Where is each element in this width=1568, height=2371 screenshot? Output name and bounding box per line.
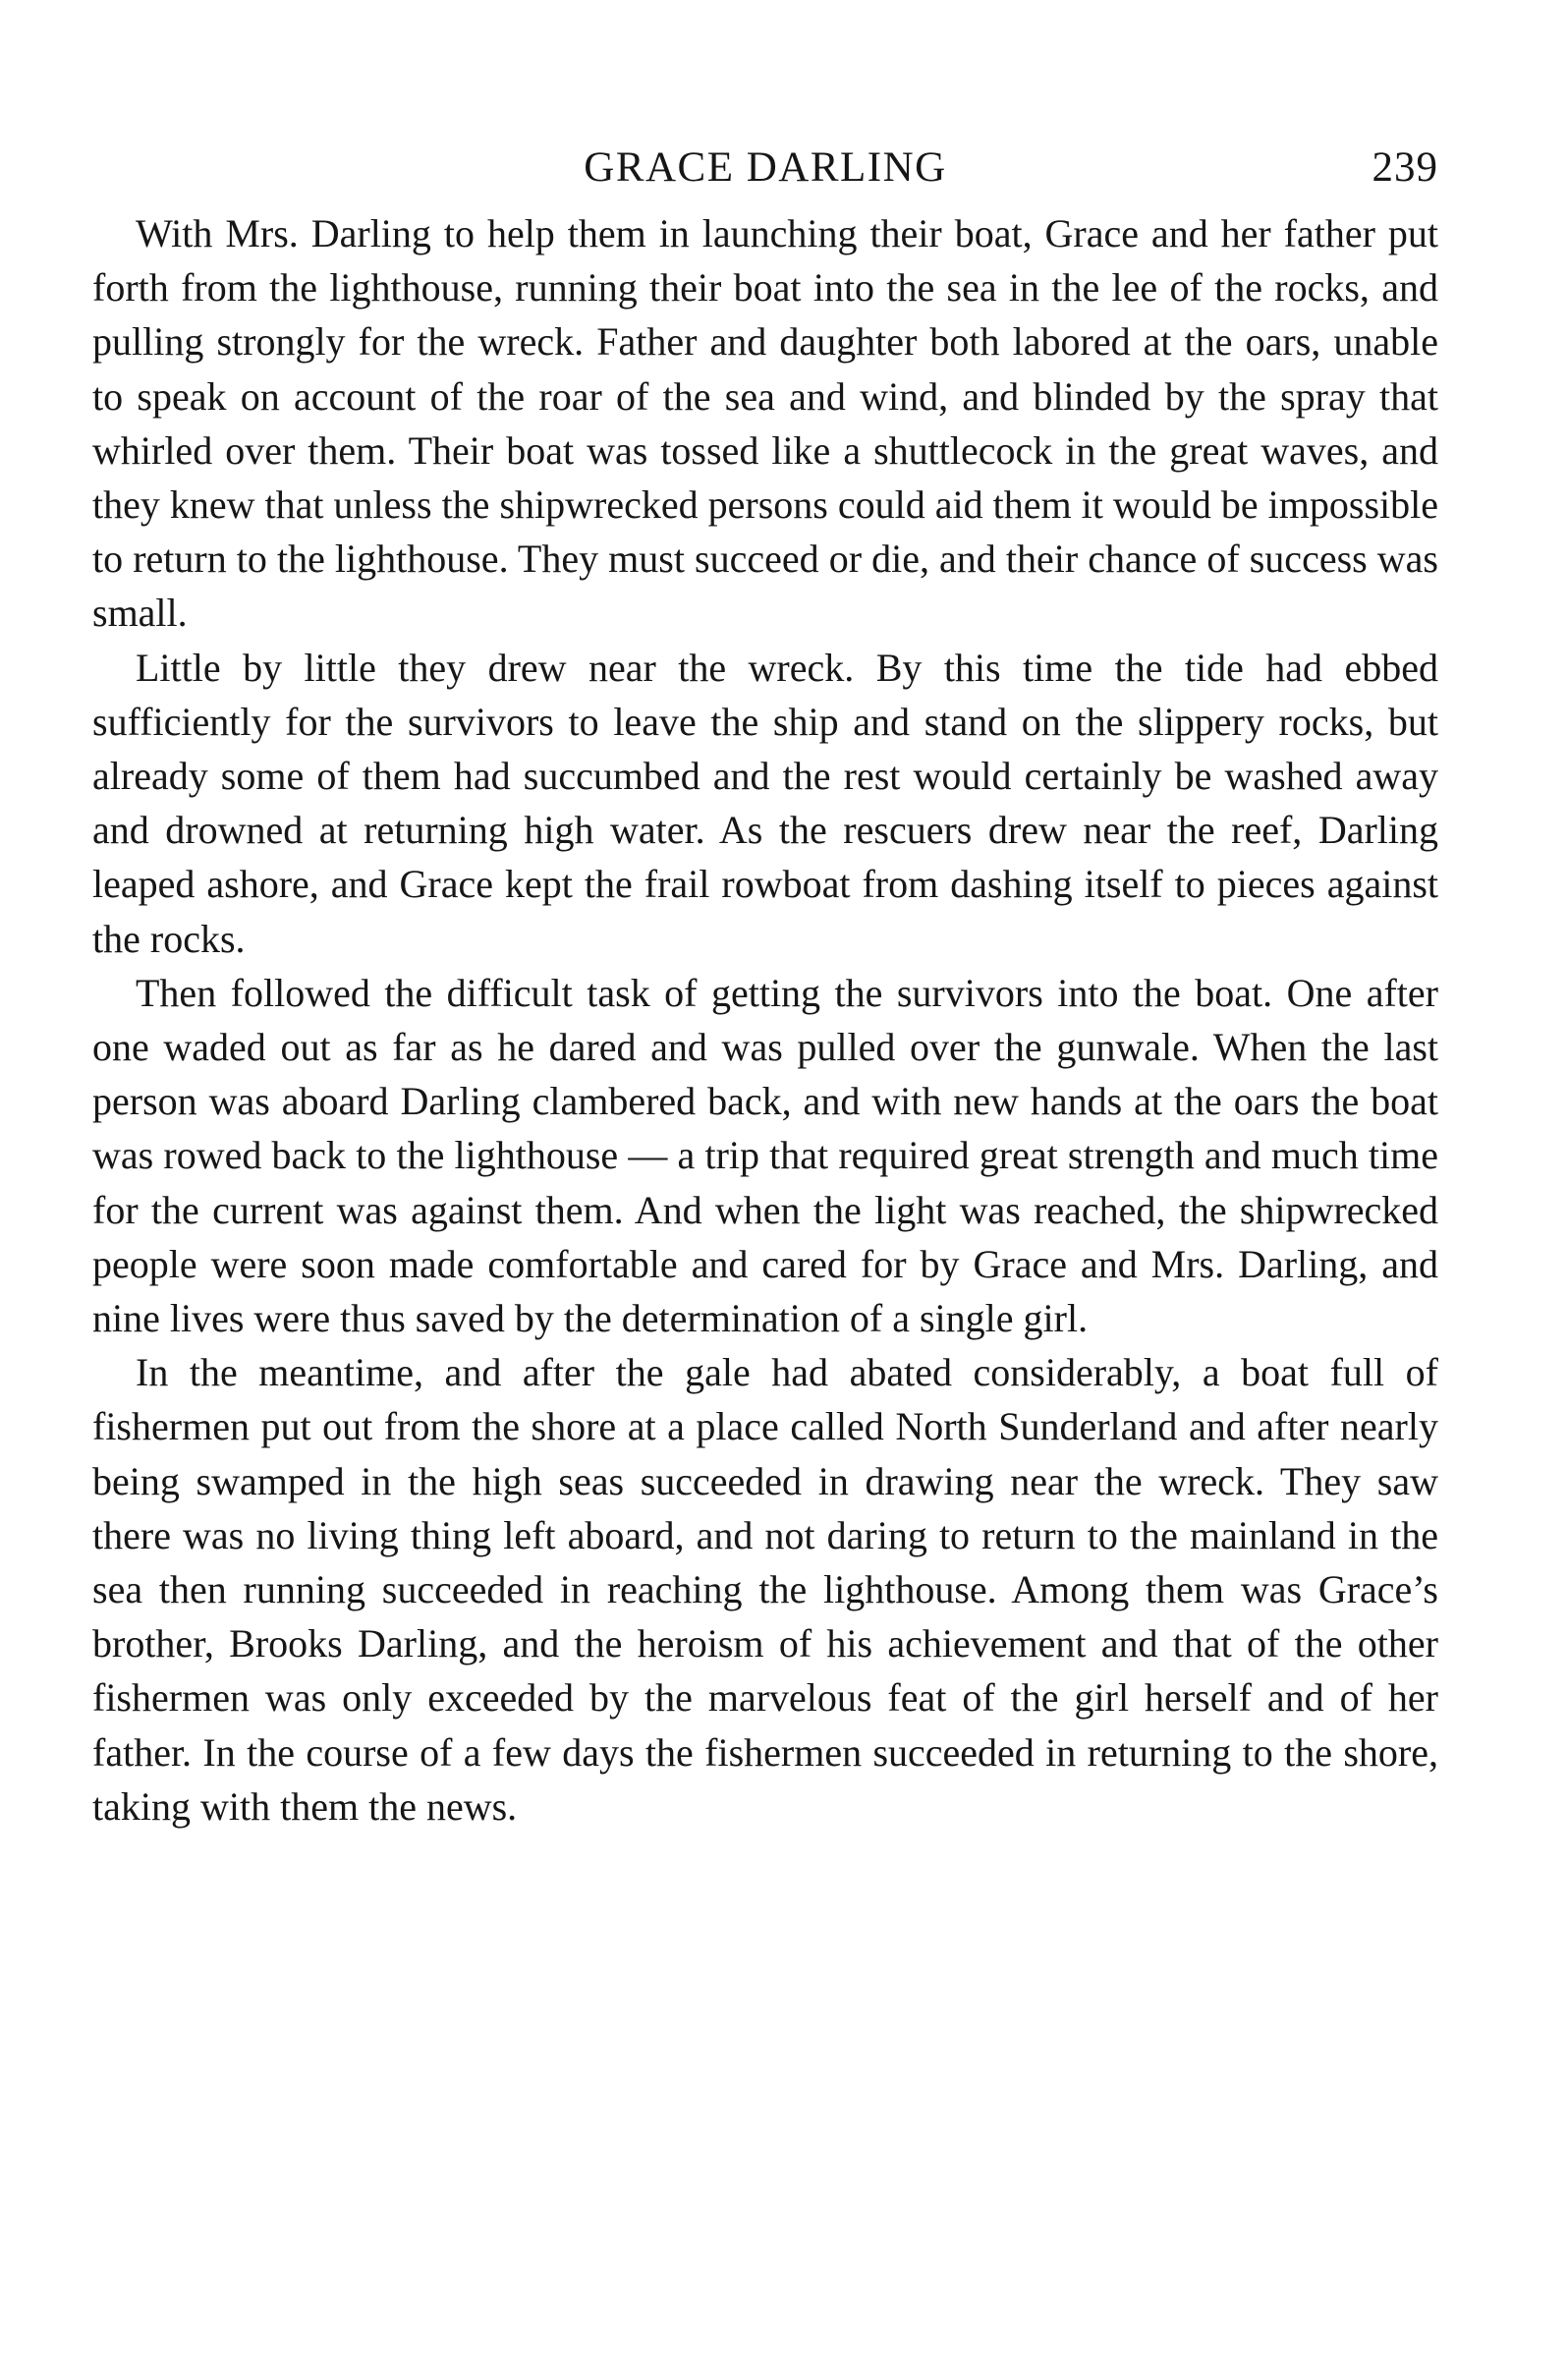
paragraph-1: With Mrs. Darling to help them in launching their boat, Grace and her father put forth from the lighthouse, running their boat into the sea in the lee of the rocks, and pulling strongly for the wreck. Father and daughter both labored at the oars, unable to speak on account of the roar of the sea and wind, and blinded by the spray that whirled over them. Their boat was tossed like a shuttlecock in the great waves, and they knew that unless the shipwrecked persons could aid them it would be impossible to return to the lighthouse. They must succeed or die, and their chance of success was small. (92, 211, 1438, 636)
page-number: 239 (1372, 144, 1438, 191)
text-body (92, 206, 1438, 1834)
running-head (92, 128, 1438, 206)
book-page (92, 128, 1438, 1834)
running-title: GRACE DARLING (584, 144, 947, 191)
paragraph-2: Little by little they drew near the wreck. By this time the tide had ebbed sufficiently for the survivors to leave the ship and stand on the slippery rocks, but already some of them had succumbed and the rest would certainly be washed away and drowned at returning high water. As the rescuers drew near the reef, Darling leaped ashore, and Grace kept the frail rowboat from dashing itself to pieces against the rocks. (92, 645, 1438, 961)
paragraph-3: Then followed the difficult task of getting the survivors into the boat. One after one waded out as far as he dared and was pulled over the gunwale. When the last person was aboard Darling clambered back, and with new hands at the oars the boat was rowed back to the lighthouse — a trip that required great strength and much time for the current was against them. And when the light was reached, the shipwrecked people were soon made comfortable and cared for by Grace and Mrs. Darling, and nine lives were thus saved by the determination of a single girl. (92, 970, 1438, 1341)
paragraph-4: In the meantime, and after the gale had abated considerably, a boat full of fishermen put out from the shore at a place called North Sunderland and after nearly being swamped in the high seas succeeded in drawing near the wreck. They saw there was no living thing left aboard, and not daring to return to the mainland in the sea then running succeeded in reaching the lighthouse. Among them was Grace’s brother, Brooks Darling, and the heroism of his achievement and that of the other fishermen was only exceeded by the marvelous feat of the girl herself and of her father. In the course of a few days the fishermen succeeded in returning to the shore, taking with them the news. (92, 1350, 1438, 1829)
